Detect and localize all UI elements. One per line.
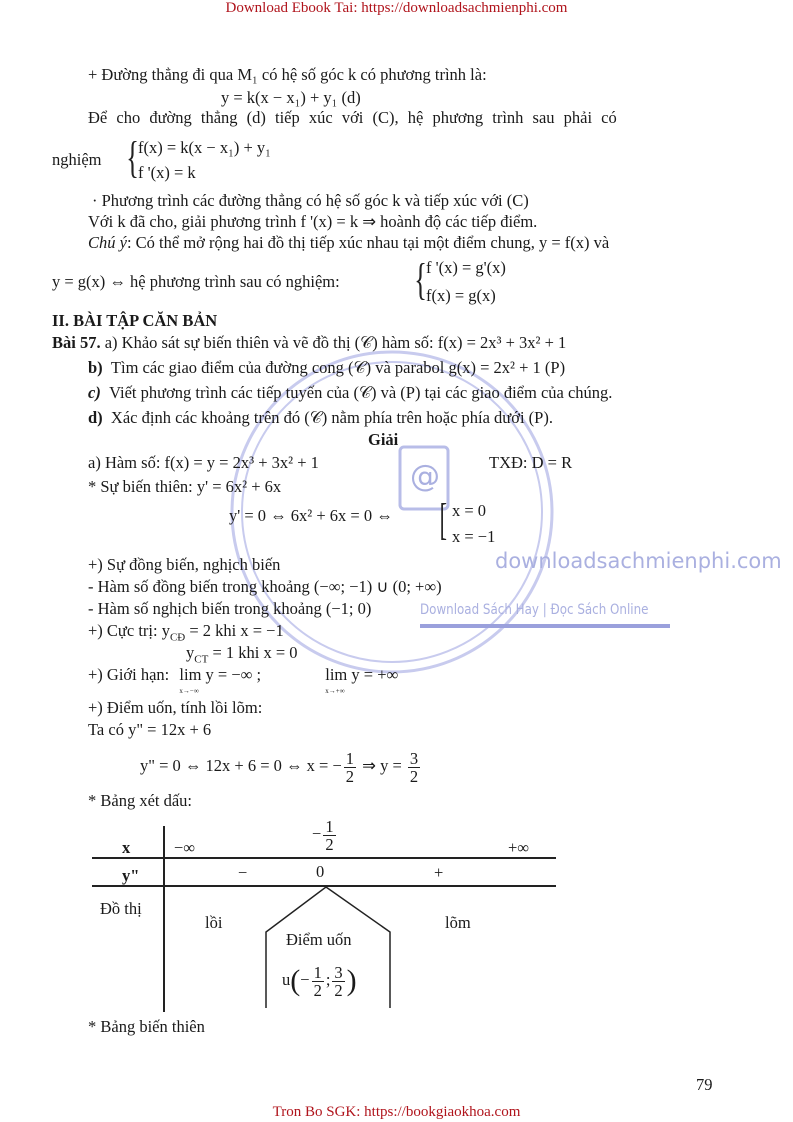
system-1-eq-2: f '(x) = k [138, 163, 196, 182]
table-x-label: x [122, 838, 131, 857]
sub: CĐ [169, 631, 186, 644]
intro-line-3: Để cho đường thẳng (d) tiếp xúc với (C), hệ phương trình sau phải có [88, 108, 617, 127]
convex-label: lồi [205, 913, 223, 932]
watermark-icon: @ [410, 459, 440, 494]
note-label: Chú ý [88, 233, 127, 252]
sign-positive: + [434, 863, 444, 882]
nghiem-label: nghiệm [52, 150, 102, 169]
watermark-tagline: Download Sách Hay | Đọc Sách Online [420, 602, 649, 618]
root-1: x = 0 [452, 501, 487, 520]
den: 2 [345, 766, 355, 786]
table-y2-label: y" [122, 866, 140, 885]
brace: { [414, 255, 427, 304]
den: 2 [409, 766, 419, 786]
den: 2 [313, 980, 322, 1000]
item-label: c) [88, 383, 101, 402]
sign-zero: 0 [316, 862, 325, 881]
brace: { [126, 133, 139, 182]
neg-inf: −∞ [174, 838, 196, 857]
num: 3 [409, 748, 419, 768]
root-2: x = −1 [452, 527, 496, 546]
extrema-label: +) Cực trị: y [88, 621, 170, 640]
pos-inf: +∞ [508, 838, 530, 857]
intro-line-5: Với k đã cho, giải phương trình f '(x) = k ⇒ hoành độ các tiếp điểm. [88, 212, 538, 231]
lim-sub: x→+∞ [325, 687, 345, 695]
exercise-c-text: Viết phương trình các tiếp tuyến của (𝒞) và (P) tại các giao điểm của chúng. [109, 383, 613, 402]
increasing: - Hàm số đồng biến trong khoảng (−∞; −1) ∪ (0; +∞) [88, 577, 442, 596]
monotonic-title: +) Sự đồng biến, nghịch biến [88, 555, 281, 574]
watermark-site: downloadsachmienphi.com [495, 549, 782, 573]
y: y [186, 643, 195, 662]
section-title: II. BÀI TẬP CĂN BẢN [52, 311, 218, 330]
limit-2: y = +∞ [347, 665, 399, 684]
system-1-eq-1: f(x) = k(x − x₁) + y₁ [138, 138, 271, 157]
system-2-eq-2: f(x) = g(x) [426, 286, 496, 305]
minus: − [312, 824, 322, 843]
sign-negative: − [238, 863, 248, 882]
table-graph-label: Đồ thị [100, 899, 142, 918]
intro-line-7: y = g(x) ⇔ hệ phương trình sau có nghiệm: [52, 272, 340, 291]
inflection-label: Điểm uốn [286, 930, 352, 949]
den: 2 [334, 980, 343, 1000]
num: 1 [345, 748, 355, 768]
page-number: 79 [696, 1075, 713, 1094]
solution-domain: TXĐ: D = R [489, 453, 573, 472]
decreasing: - Hàm số nghịch biến trong khoảng (−1; 0) [88, 599, 372, 618]
exercise-a-text: a) Khảo sát sự biến thiên và vẽ đồ thị (𝒞) hàm số: f(x) = 2x³ + 3x² + 1 [104, 333, 567, 352]
item-label: b) [88, 358, 103, 377]
inflection-point: u(− $\frac{1}{2}$ ; $\frac{3}{2}$ ) [282, 962, 357, 1000]
fraction [312, 964, 324, 999]
exercise-b-text: Tìm các giao điểm của đường cong (𝒞) và parabol g(x) = 2x² + 1 (P) [110, 358, 566, 377]
solution-title: Giải [368, 430, 399, 449]
header-download-link[interactable]: Download Ebook Tai: https://downloadsachmienphi.com [225, 0, 568, 16]
fraction [332, 964, 344, 999]
intro-line-4: · Phương trình các đường thẳng có hệ số góc k và tiếp xúc với (C) [92, 191, 529, 210]
second-derivative: Ta có y" = 12x + 6 [88, 720, 212, 739]
note-text: : Có thể mở rộng hai đồ thị tiếp xúc nhau tại một điểm chung, y = f(x) và [126, 233, 610, 252]
derivative-equation: y' = 0 ⇔ 6x² + 6x = 0 ⇔ [229, 506, 393, 525]
eq-text: y" = 0 ⇔ 12x + 6 = 0 ⇔ x = − [140, 756, 342, 775]
sign-table-title: * Bảng xét dấu: [88, 791, 193, 810]
u: u [282, 970, 291, 989]
solution-variation: * Sự biến thiên: y' = 6x² + 6x [88, 477, 282, 496]
variation-table-title: * Bảng biến thiên [88, 1017, 205, 1036]
lim: lim [179, 665, 202, 684]
footer-link[interactable]: Tron Bo SGK: https://bookgiaokhoa.com [272, 1104, 521, 1120]
item-label: d) [88, 408, 103, 427]
extrema-max-text: = 2 khi x = −1 [185, 621, 284, 640]
solution-function: a) Hàm số: f(x) = y = 2x³ + 3x² + 1 [88, 453, 319, 472]
exercise-label: Bài 57. [52, 333, 101, 352]
bracket: [ [439, 495, 447, 544]
intro-line-2: y = k(x − x₁) + y₁ (d) [221, 88, 361, 107]
den: 2 [325, 834, 334, 854]
inflection-title: +) Điểm uốn, tính lồi lõm: [88, 698, 263, 717]
num: 1 [325, 816, 334, 836]
lim: lim [325, 665, 348, 684]
exercise-d-text: Xác định các khoảng trên đó (𝒞) nằm phía trên hoặc phía dưới (P). [110, 408, 553, 427]
concave-label: lõm [445, 913, 471, 932]
limit-1: y = −∞ ; [201, 665, 262, 684]
implies: ⇒ y = [358, 756, 406, 775]
lim-sub: x→−∞ [179, 687, 199, 695]
num: 3 [334, 962, 343, 982]
num: 1 [313, 962, 322, 982]
limits-label: +) Giới hạn: [88, 665, 170, 684]
intro-line-1: + Đường thẳng đi qua M₁ có hệ số góc k có phương trình là: [88, 65, 487, 84]
extrema-min-text: = 1 khi x = 0 [208, 643, 298, 662]
sub: CT [194, 653, 209, 666]
system-2-eq-1: f '(x) = g'(x) [426, 258, 506, 277]
